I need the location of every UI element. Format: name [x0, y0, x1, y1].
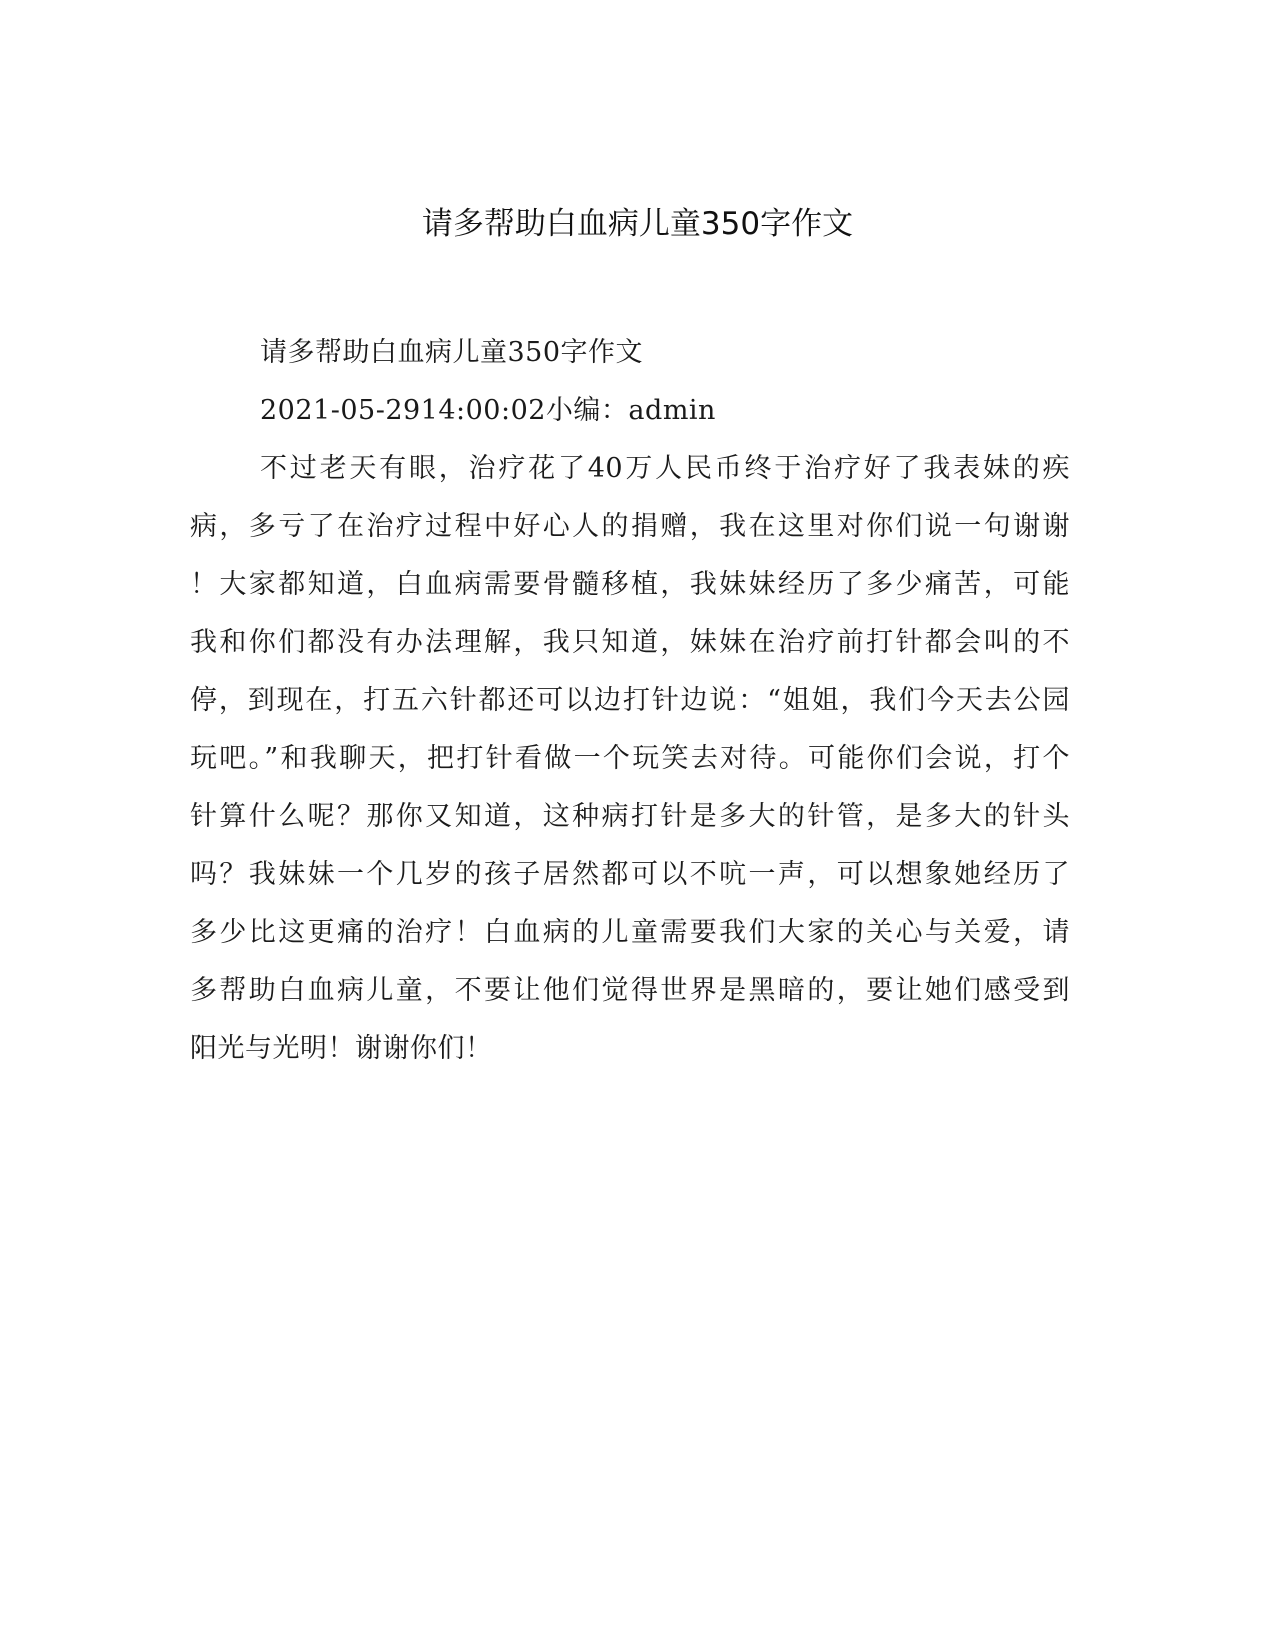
paragraph-line: ！大家都知道，白血病需要骨髓移植，我妹妹经历了多少痛苦，可能: [190, 569, 1070, 600]
paragraph-line: 病，多亏了在治疗过程中好心人的捐赠，我在这里对你们说一句谢谢: [190, 511, 1070, 542]
paragraph-line: 多少比这更痛的治疗！白血病的儿童需要我们大家的关心与关爱，请: [190, 917, 1070, 948]
paragraph-line: 玩吧。”和我聊天，把打针看做一个玩笑去对待。可能你们会说，打个: [190, 743, 1070, 774]
paragraph-line: 不过老天有眼，治疗花了40万人民币终于治疗好了我表妹的疾: [260, 453, 1070, 484]
paragraph-line: 吗？我妹妹一个几岁的孩子居然都可以不吭一声，可以想象她经历了: [190, 859, 1070, 890]
paragraph-line: 多帮助白血病儿童，不要让他们觉得世界是黑暗的，要让她们感受到: [190, 975, 1070, 1006]
subtitle-line: 请多帮助白血病儿童350字作文: [260, 337, 644, 368]
paragraph-line: 我和你们都没有办法理解，我只知道，妹妹在治疗前打针都会叫的不: [190, 627, 1070, 658]
paragraph-line: 停，到现在，打五六针都还可以边打针边说：“姐姐，我们今天去公园: [190, 685, 1070, 716]
paragraph-line: 阳光与光明！谢谢你们！: [190, 1033, 493, 1064]
meta-line: 2021-05-2914:00:02小编：admin: [260, 395, 716, 426]
document-title: 请多帮助白血病儿童350字作文: [421, 206, 854, 242]
document-body: [190, 331, 1070, 1085]
paragraph-line: 针算什么呢？那你又知道，这种病打针是多大的针管，是多大的针头: [190, 801, 1070, 832]
